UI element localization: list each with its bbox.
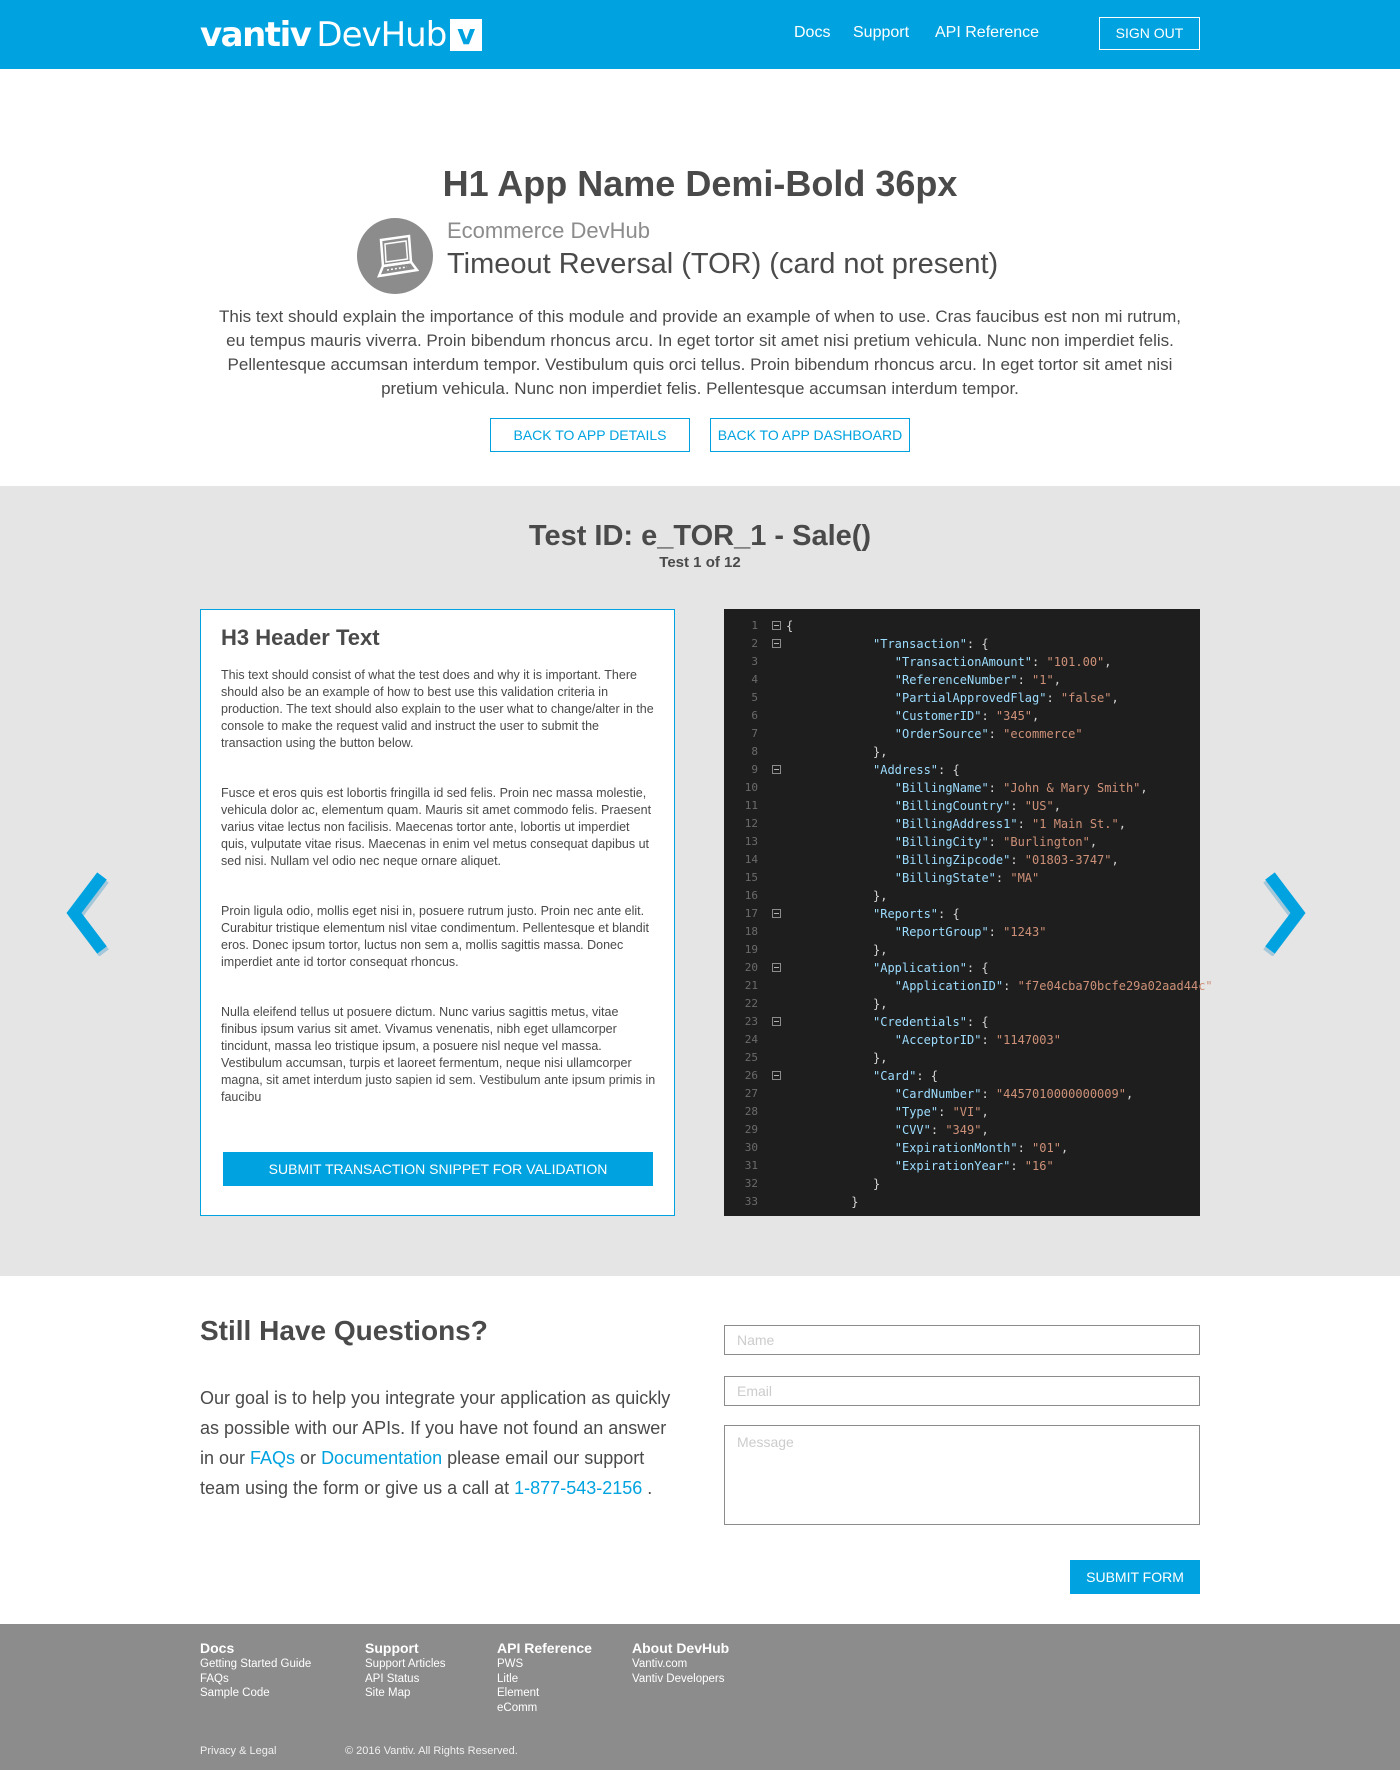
questions-text: Our goal is to help you integrate your application as quickly as possible with our APIs. If you have not found an answer in our FAQs or Documentation please email our support team using the form or give us a call at 1-877-543-2156 .: [200, 1388, 671, 1498]
vantiv-devhub-logo[interactable]: [200, 14, 482, 54]
code-line: [724, 815, 1200, 833]
code-line: [724, 851, 1200, 869]
nav-link-support[interactable]: Support: [853, 24, 910, 41]
code-line: [724, 653, 1200, 671]
code-text: "Credentials": {: [873, 1015, 989, 1029]
line-number: 28: [744, 1105, 758, 1118]
line-number: 3: [751, 655, 758, 668]
code-line: [724, 797, 1200, 815]
line-number: 19: [744, 943, 758, 956]
footer-heading: Docs: [200, 1640, 235, 1656]
line-number: 14: [744, 853, 758, 866]
line-number: 1: [751, 619, 758, 632]
code-line: [724, 1175, 1200, 1193]
code-text: "Type": "VI",: [894, 1105, 989, 1119]
code-line: [724, 707, 1200, 725]
code-line: [724, 1157, 1200, 1175]
card-paragraph: Nulla eleifend tellus ut posuere dictum. Nunc varius sagittis metus, vitae finibus ipsum varius sit amet. Vivamus venenatis, nibh eget ullamcorper tincidunt, massa leo tristique ipsum, a posuere nisl neque vel massa. Vestibulum accumsan, turpis et laoreet fermentum, neque nisi ullamcorper magna, sit amet interdum justo sapien id sem. Vestibulum ante ipsum primis in faucibu: [221, 1005, 656, 1104]
line-number: 5: [751, 691, 758, 704]
fold-toggle-icon[interactable]: [772, 1017, 781, 1026]
code-line: [724, 959, 1200, 977]
fold-toggle-icon[interactable]: [772, 963, 781, 972]
footer-column-api-reference: [497, 1639, 592, 1715]
code-text: "OrderSource": "ecommerce": [894, 727, 1083, 741]
fold-toggle-icon[interactable]: [772, 621, 781, 630]
code-line: [724, 671, 1200, 689]
documentation-link[interactable]: Documentation: [321, 1448, 443, 1468]
line-number: 22: [744, 997, 758, 1010]
code-text: },: [873, 889, 888, 903]
message-field[interactable]: Message: [724, 1425, 1200, 1525]
line-number: 6: [751, 709, 758, 722]
questions-heading: Still Have Questions?: [200, 1315, 488, 1346]
line-number: 29: [744, 1123, 758, 1136]
footer-link[interactable]: FAQs: [200, 1672, 229, 1685]
code-text: "ApplicationID": "f7e04cba70bcfe29a02aad44c": [894, 979, 1213, 993]
privacy-legal-link[interactable]: Privacy & Legal: [200, 1745, 277, 1757]
card-heading: H3 Header Text: [221, 625, 380, 650]
fold-toggle-icon[interactable]: [772, 1071, 781, 1080]
code-text: "BillingAddress1": "1 Main St.",: [894, 817, 1126, 831]
code-line: [724, 1049, 1200, 1067]
code-line: [724, 635, 1200, 653]
code-line: [724, 1085, 1200, 1103]
line-number: 9: [751, 763, 758, 776]
code-line: [724, 779, 1200, 797]
name-field[interactable]: Name: [724, 1325, 1200, 1355]
line-number: 2: [751, 637, 758, 650]
line-number: 13: [744, 835, 758, 848]
code-text: "Card": {: [873, 1069, 939, 1083]
line-number: 20: [744, 961, 758, 974]
footer-link[interactable]: Vantiv Developers: [632, 1672, 725, 1685]
code-line: [724, 743, 1200, 761]
footer-link[interactable]: PWS: [497, 1658, 524, 1670]
footer-link[interactable]: Site Map: [365, 1687, 411, 1699]
code-text: "ReferenceNumber": "1",: [894, 673, 1061, 687]
footer-heading: Support: [365, 1640, 419, 1656]
back-to-app-dashboard-button[interactable]: BACK TO APP DASHBOARD: [710, 418, 910, 452]
code-line: [724, 1193, 1200, 1211]
submit-transaction-snippet-button[interactable]: SUBMIT TRANSACTION SNIPPET FOR VALIDATION: [223, 1152, 653, 1186]
code-text: "Application": {: [873, 961, 989, 975]
code-line: [724, 1139, 1200, 1157]
line-number: 17: [744, 907, 758, 920]
footer-column-about: [632, 1639, 729, 1686]
code-line: [724, 1067, 1200, 1085]
line-number: 4: [751, 673, 758, 686]
code-text: "BillingCity": "Burlington",: [894, 835, 1098, 849]
test-counter: Test 1 of 12: [659, 554, 741, 571]
footer-heading: API Reference: [497, 1640, 592, 1656]
code-line: [724, 869, 1200, 887]
line-number: 25: [744, 1051, 758, 1064]
footer-heading: About DevHub: [632, 1640, 730, 1656]
code-text: "Reports": {: [873, 907, 960, 921]
footer-link[interactable]: Litle: [497, 1672, 519, 1685]
line-number: 30: [744, 1141, 758, 1154]
footer-column-docs: [200, 1639, 311, 1701]
footer-link[interactable]: Element: [497, 1687, 540, 1699]
footer-link[interactable]: Getting Started Guide: [200, 1658, 312, 1670]
code-text: "AcceptorID": "1147003": [894, 1033, 1061, 1047]
code-text: "CardNumber": "4457010000000009",: [894, 1087, 1134, 1101]
chevron-right-icon[interactable]: [1258, 870, 1308, 956]
line-number: 33: [744, 1195, 758, 1208]
chevron-left-icon[interactable]: [64, 870, 114, 956]
code-line: [724, 887, 1200, 905]
code-line: [724, 833, 1200, 851]
code-text: "BillingName": "John & Mary Smith",: [894, 781, 1148, 795]
code-line: [724, 1103, 1200, 1121]
card-paragraph: This text should consist of what the test does and why it is important. There should also be an example of how to best use this validation criteria in production. The text should also explain to the user what to change/alter in the console to make the request valid and instruct the user to submit the transaction using the button below.: [221, 668, 654, 750]
footer-link[interactable]: eComm: [497, 1701, 538, 1714]
code-text: },: [873, 943, 888, 957]
fold-toggle-icon[interactable]: [772, 765, 781, 774]
code-line: [724, 941, 1200, 959]
code-text: },: [873, 745, 888, 759]
code-line: [724, 995, 1200, 1013]
line-number: 15: [744, 871, 758, 884]
code-line: [724, 761, 1200, 779]
code-editor[interactable]: [724, 609, 1213, 1216]
code-text: },: [873, 997, 888, 1011]
email-field[interactable]: Email: [724, 1376, 1200, 1406]
code-text: "BillingZipcode": "01803-3747",: [894, 853, 1119, 867]
code-text: "BillingState": "MA": [894, 871, 1040, 885]
submit-form-button[interactable]: SUBMIT FORM: [1070, 1560, 1200, 1594]
nav-link-docs[interactable]: Docs: [794, 24, 831, 41]
line-number: 11: [744, 799, 758, 812]
line-number: 18: [744, 925, 758, 938]
fold-toggle-icon[interactable]: [772, 909, 781, 918]
code-text: }: [873, 1177, 881, 1191]
line-number: 12: [744, 817, 758, 830]
line-number: 8: [751, 745, 758, 758]
code-line: [724, 977, 1213, 995]
footer-link[interactable]: Sample Code: [200, 1687, 270, 1699]
line-number: 27: [744, 1087, 758, 1100]
fold-toggle-icon[interactable]: [772, 639, 781, 648]
copyright-text: © 2016 Vantiv. All Rights Reserved.: [345, 1745, 518, 1757]
code-text: "PartialApprovedFlag": "false",: [894, 691, 1119, 705]
card-paragraph: Proin ligula odio, mollis eget nisi in, posuere rutrum justo. Proin nec ante elit. Curabitur tristique elementum nisl vitae condimentum. Pellentesque et blandit eros. Donec ipsum tortor, luctus non sem a, mollis sagittis massa. Donec imperdiet ante id tortor consequat rhoncus.: [221, 904, 650, 969]
back-to-app-details-button[interactable]: BACK TO APP DETAILS: [490, 418, 690, 452]
code-text: "Address": {: [873, 763, 960, 777]
code-line: [724, 1121, 1200, 1139]
code-line: [724, 923, 1200, 941]
line-number: 10: [744, 781, 758, 794]
code-line: [724, 1031, 1200, 1049]
breadcrumb: Ecommerce DevHub: [447, 218, 650, 243]
module-title: Timeout Reversal (TOR) (card not present): [447, 248, 999, 280]
line-number: 32: [744, 1177, 758, 1190]
footer-link[interactable]: Vantiv.com: [632, 1658, 688, 1670]
sign-out-button[interactable]: SIGN OUT: [1099, 17, 1200, 50]
laptop-icon: [357, 218, 433, 294]
line-number: 23: [744, 1015, 758, 1028]
code-text: "Transaction": {: [873, 637, 989, 651]
footer-link[interactable]: Support Articles: [365, 1658, 446, 1670]
line-number: 21: [744, 979, 758, 992]
line-number: 7: [751, 727, 758, 740]
code-text: "ReportGroup": "1243": [894, 925, 1047, 939]
code-text: "CustomerID": "345",: [894, 709, 1040, 723]
code-text: "BillingCountry": "US",: [894, 799, 1061, 813]
code-text: "CVV": "349",: [894, 1123, 989, 1137]
code-line: [724, 617, 1200, 635]
code-text: "TransactionAmount": "101.00",: [894, 655, 1112, 669]
line-number: 26: [744, 1069, 758, 1082]
card-paragraph: Fusce et eros quis est lobortis fringilla id sed felis. Proin nec massa molestie, vehicula dolor ac, elementum quam. Mauris sit amet commodo felis. Praesent varius vitae lectus non facilisis. Maecenas tortor ante, lobortis ut imperdiet quis, vulputate vitae risus. Maecenas in enim vel metus consequat dapibus ut sed nisi. Nullam vel odio nec neque ornare aliquet.: [221, 786, 652, 868]
code-text: }: [851, 1195, 859, 1209]
code-line: [724, 1013, 1200, 1031]
line-number: 16: [744, 889, 758, 902]
code-text: {: [786, 619, 794, 633]
footer-column-support: [365, 1639, 446, 1701]
module-description: This text should explain the importance of this module and provide an example of when to use. Cras faucibus est non mi rutrum, eu tempus mauris viverra. Proin bibendum rhoncus arcu. In eget tortor sit amet nisi pretium vehicula. Nunc non imperdiet felis. Pellentesque accumsan interdum tempor. Vestibulum quis orci tellus. Proin bibendum rhoncus arcu. In eget tortor sit amet nisi pretium vehicula. Nunc non imperdiet felis. Pellentesque accumsan interdum tempor.: [219, 307, 1181, 398]
code-line: [724, 689, 1200, 707]
footer-link[interactable]: API Status: [365, 1672, 420, 1685]
line-number: 31: [744, 1159, 758, 1172]
test-title: Test ID: e_TOR_1 - Sale(): [528, 520, 872, 552]
page-title: H1 App Name Demi-Bold 36px: [442, 163, 958, 204]
code-line: [724, 905, 1200, 923]
faqs-link[interactable]: FAQs: [250, 1448, 296, 1468]
nav-link-api-reference[interactable]: API Reference: [935, 24, 1040, 41]
logo-vantiv-text: vantiv: [200, 15, 311, 55]
logo-mark-icon: v: [450, 19, 482, 51]
code-text: "ExpirationYear": "16": [894, 1159, 1054, 1173]
code-line: [724, 725, 1200, 743]
logo-devhub-text: DevHub: [316, 15, 447, 55]
line-number: 24: [744, 1033, 758, 1046]
code-text: },: [873, 1051, 888, 1065]
phone-link[interactable]: 1-877-543-2156: [514, 1478, 643, 1498]
code-text: "ExpirationMonth": "01",: [894, 1141, 1069, 1155]
